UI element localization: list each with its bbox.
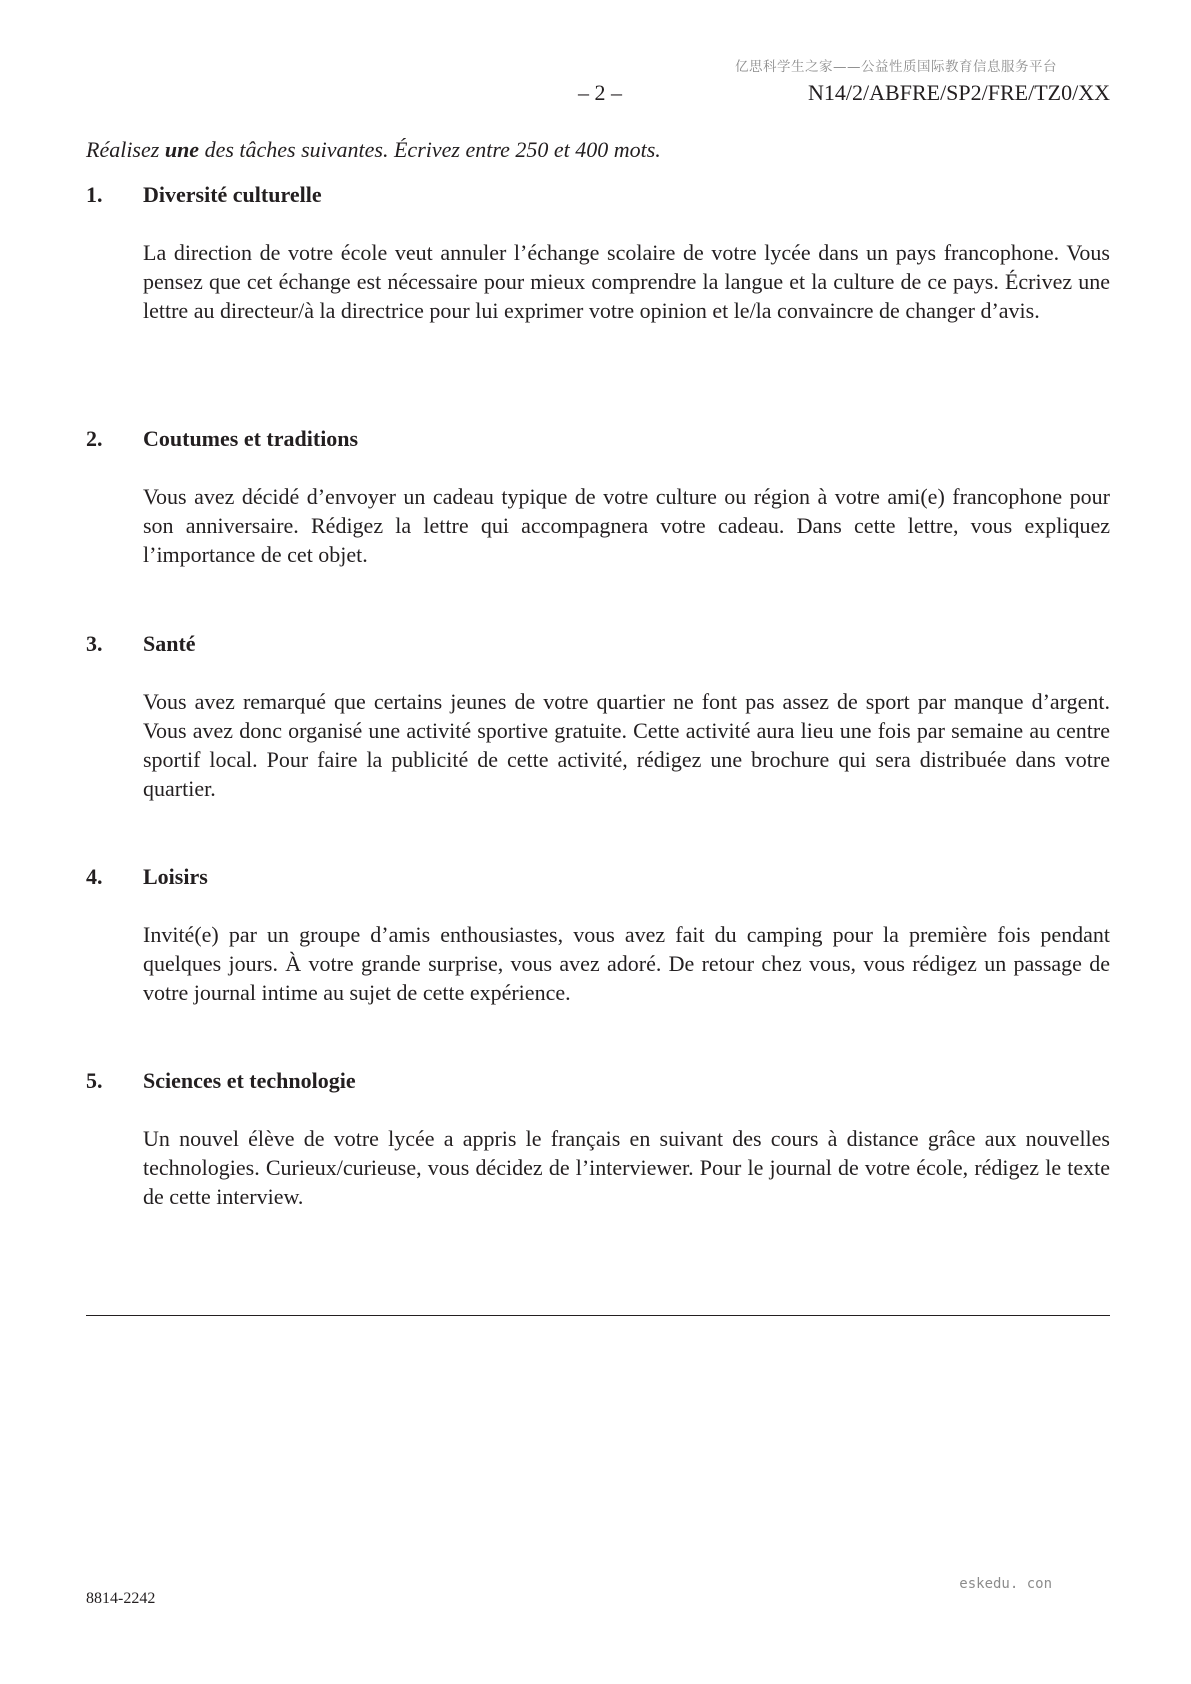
task-body: Invité(e) par un groupe d’amis enthousiastes, vous avez fait du camping pour la première fois pendant quelques jours. À votre grande surprise, vous avez adoré. De retour chez vous, vous rédigez un passage de votre journal intime au sujet de cette expérience. [143, 922, 1110, 1005]
task-title: Diversité culturelle [143, 182, 322, 207]
task-heading [86, 180, 1110, 209]
task-3 [86, 629, 1110, 803]
task-title: Santé [143, 631, 196, 656]
task-number: 3. [86, 631, 103, 656]
instructions-emphasis: une [164, 137, 200, 162]
task-title: Coutumes et traditions [143, 426, 359, 451]
end-rule [86, 1315, 1110, 1316]
task-body: Vous avez remarqué que certains jeunes de votre quartier ne font pas assez de sport par manque d’argent. Vous avez donc organisé une activité sportive gratuite. Cette activité aura lieu une fois par semaine au centre sportif local. Pour faire la publicité de cette activité, rédigez une brochure qui sera distribuée dans votre quartier. [143, 689, 1110, 801]
task-5 [86, 1066, 1110, 1211]
task-title: Sciences et technologie [143, 1068, 356, 1093]
task-2 [86, 424, 1110, 569]
instructions-text-start: Réalisez [86, 137, 165, 162]
footer-code: 8814-2242 [86, 1590, 156, 1607]
footer-watermark: eskedu. con [959, 1576, 1052, 1592]
task-4 [86, 862, 1110, 1007]
task-body: Un nouvel élève de votre lycée a appris le français en suivant des cours à distance grâce aux nouvelles technologies. Curieux/curieuse, vous décidez de l’interviewer. Pour le journal de votre école, rédigez le texte de cette interview. [143, 1126, 1110, 1209]
task-number: 1. [86, 182, 103, 207]
task-heading [86, 1066, 1110, 1095]
instructions [86, 137, 661, 163]
task-title: Loisirs [143, 864, 208, 889]
task-heading [86, 424, 1110, 453]
page-number: – 2 – [578, 80, 622, 105]
task-number: 5. [86, 1068, 103, 1093]
header-watermark: 亿思科学生之家——公益性质国际教育信息服务平台 [735, 59, 1057, 75]
task-body: La direction de votre école veut annuler l’échange scolaire de votre lycée dans un pays francophone. Vous pensez que cet échange est nécessaire pour mieux comprendre la langue et la culture de ce pays. Écrivez une lettre au directeur/à la directrice pour lui exprimer votre opinion et le/la convaincre de changer d’avis. [143, 240, 1110, 323]
task-heading [86, 862, 1110, 891]
task-1 [86, 180, 1110, 325]
instructions-text-end: des tâches suivantes. Écrivez entre 250 et 400 mots. [199, 137, 661, 162]
task-number: 4. [86, 864, 103, 889]
task-body: Vous avez décidé d’envoyer un cadeau typique de votre culture ou région à votre ami(e) francophone pour son anniversaire. Rédigez la lettre qui accompagnera votre cadeau. Dans cette lettre, vous expliquez l’importance de cet objet. [143, 484, 1110, 567]
task-number: 2. [86, 426, 103, 451]
document-code: N14/2/ABFRE/SP2/FRE/TZ0/XX [808, 80, 1110, 105]
task-heading [86, 629, 1110, 658]
